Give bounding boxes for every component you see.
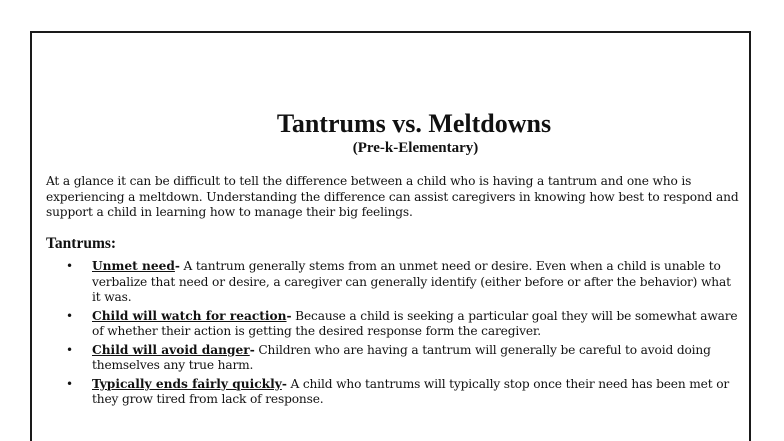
item-term: Child will watch for reaction [92, 308, 287, 323]
item-text: A child who tantrums will typically stop once their need has been met or they grow tired from lack of response. [92, 376, 730, 406]
item-term: Unmet need [92, 259, 175, 273]
item-text: Because a child is seeking a particular goal they will be somewhat aware of whether their action is getting the desired response form the caregiver. [92, 308, 738, 338]
page-subtitle: (Pre-k-Elementary) [352, 140, 479, 156]
item-text: A tantrum generally stems from an unmet need or desire. Even when a child is unable to verbalize that need or desire, a caregiver can generally identify (either before or after the behavior) what it was. [92, 259, 731, 304]
list-item [66, 309, 742, 340]
item-text: Children who are having a tantrum will generally be careful to avoid doing themselves any true harm. [92, 342, 711, 372]
list-item [66, 377, 742, 408]
bullet-icon: • [66, 308, 73, 323]
section-heading-tantrums: Tantrums: [46, 235, 117, 252]
list-item [66, 259, 742, 306]
item-dash: - [174, 259, 180, 273]
bullet-icon: • [66, 376, 73, 391]
item-term: Typically ends fairly quickly [92, 376, 282, 391]
page-title: Tantrums vs. Meltdowns [276, 109, 552, 138]
intro-paragraph: At a glance it can be difficult to tell the difference between a child who is having a tantrum and one who is experiencing a meltdown. Understanding the difference can assist caregivers in knowing how best to respond and support a child in learning how to manage their big feelings. [46, 174, 739, 219]
item-dash: - [286, 308, 292, 323]
tantrum-traits-list [66, 259, 742, 411]
item-dash: - [249, 342, 255, 357]
bullet-icon: • [66, 259, 73, 273]
item-term: Child will avoid danger [92, 342, 250, 357]
bullet-icon: • [66, 342, 73, 357]
list-item [66, 343, 742, 374]
item-dash: - [281, 376, 287, 391]
